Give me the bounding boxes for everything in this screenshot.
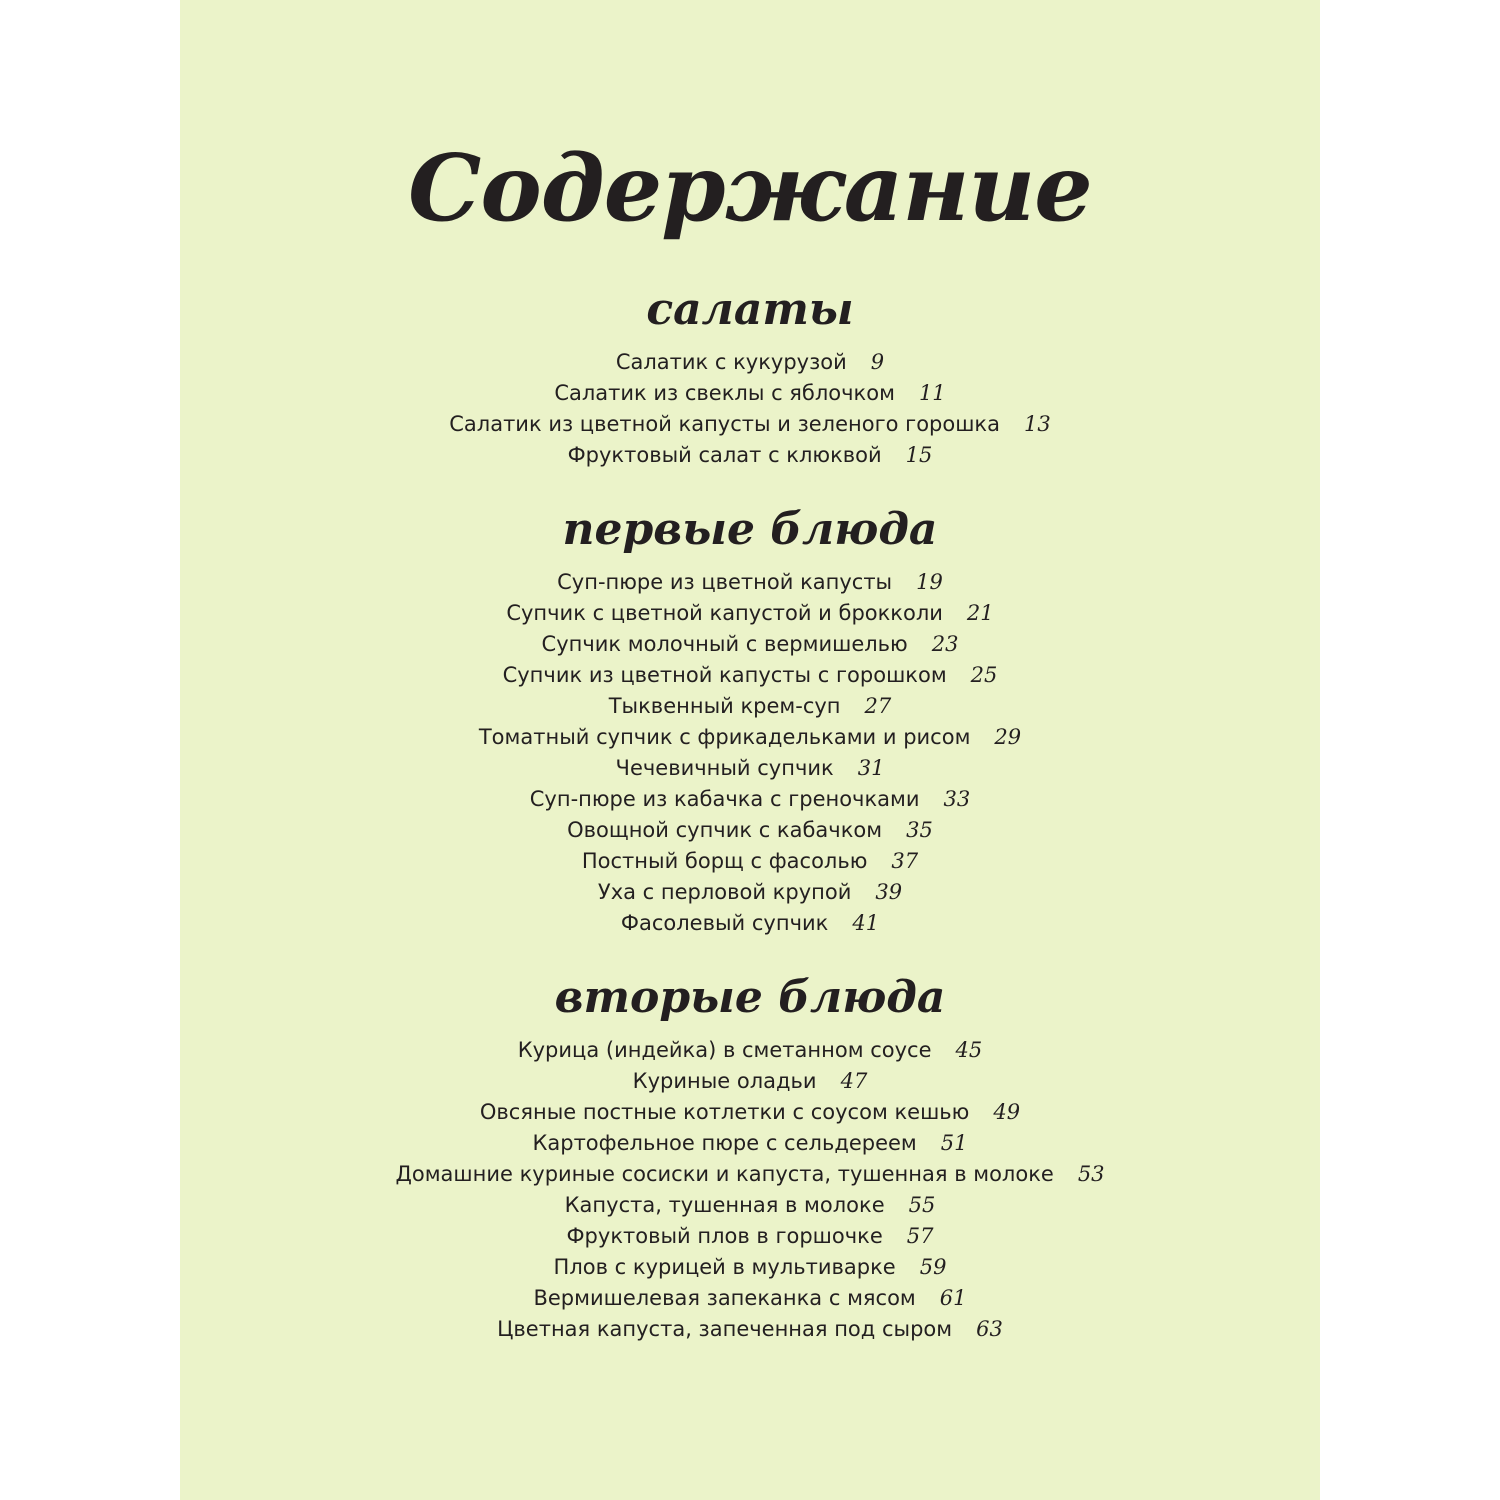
- toc-entry: [180, 347, 1320, 378]
- entry-title: Картофельное пюре с сельдереем: [532, 1131, 917, 1155]
- entry-title: Овсяные постные котлетки с соусом кешью: [479, 1100, 970, 1124]
- entry-page-number: 55: [908, 1193, 936, 1217]
- toc-entry: [180, 815, 1320, 846]
- entry-title: Чечевичный супчик: [615, 756, 834, 780]
- toc-entry: [180, 1190, 1320, 1221]
- toc-entry: [180, 691, 1320, 722]
- toc-entry: [180, 1252, 1320, 1283]
- toc-entry: [180, 409, 1320, 440]
- entry-title: Вермишелевая запеканка с мясом: [533, 1286, 916, 1310]
- entry-page-number: 19: [916, 570, 943, 594]
- entry-title: Курица (индейка) в сметанном соусе: [517, 1038, 932, 1062]
- section-list-main-courses: [180, 1035, 1320, 1345]
- section-heading-first-courses: первые блюда: [562, 504, 938, 555]
- entry-page-number: 39: [875, 880, 903, 904]
- entry-page-number: 57: [906, 1224, 934, 1248]
- book-page: [180, 0, 1320, 1500]
- entry-title: Супчик с цветной капустой и брокколи: [506, 601, 943, 625]
- entry-page-number: 51: [940, 1131, 968, 1155]
- entry-page-number: 37: [891, 849, 919, 873]
- entry-title: Супчик из цветной капусты с горошком: [502, 663, 947, 687]
- entry-title: Капуста, тушенная в молоке: [564, 1193, 885, 1217]
- entry-page-number: 11: [918, 381, 946, 405]
- entry-title: Фруктовый салат с клюквой: [567, 443, 882, 467]
- entry-title: Салатик с кукурузой: [615, 350, 847, 374]
- toc-entry: [180, 1314, 1320, 1345]
- entry-title: Уха с перловой крупой: [597, 880, 852, 904]
- toc-entry: [180, 722, 1320, 753]
- entry-page-number: 33: [943, 787, 971, 811]
- entry-page-number: 15: [905, 443, 933, 467]
- toc-entry: [180, 877, 1320, 908]
- toc-entry: [180, 598, 1320, 629]
- toc-entry: [180, 660, 1320, 691]
- entry-page-number: 29: [994, 725, 1022, 749]
- section-heading-salads: салаты: [646, 284, 854, 335]
- toc-entry: [180, 784, 1320, 815]
- toc-entry: [180, 1097, 1320, 1128]
- entry-page-number: 31: [857, 756, 885, 780]
- entry-page-number: 41: [852, 911, 880, 935]
- entry-title: Салатик из свеклы с яблочком: [554, 381, 895, 405]
- entry-title: Фасолевый супчик: [620, 911, 829, 935]
- toc-entry: [180, 1066, 1320, 1097]
- toc-entry: [180, 1128, 1320, 1159]
- entry-title: Томатный супчик с фрикадельками и рисом: [478, 725, 971, 749]
- entry-title: Куриные оладьи: [632, 1069, 817, 1093]
- entry-title: Суп-пюре из цветной капусты: [557, 570, 893, 594]
- toc-entry: [180, 567, 1320, 598]
- entry-page-number: 23: [931, 632, 959, 656]
- section-list-first-courses: [180, 567, 1320, 939]
- entry-title: Овощной супчик с кабачком: [567, 818, 883, 842]
- toc-entry: [180, 629, 1320, 660]
- page-title: Содержание: [408, 134, 1092, 242]
- section-list-salads: [180, 347, 1320, 471]
- entry-title: Плов с курицей в мультиварке: [553, 1255, 896, 1279]
- entry-page-number: 21: [966, 601, 994, 625]
- entry-title: Постный борщ с фасолью: [581, 849, 868, 873]
- entry-title: Салатик из цветной капусты и зеленого горошка: [449, 412, 1000, 436]
- toc-entry: [180, 440, 1320, 471]
- toc-entry: [180, 1221, 1320, 1252]
- entry-title: Тыквенный крем-суп: [608, 694, 841, 718]
- entry-title: Цветная капуста, запеченная под сыром: [497, 1317, 953, 1341]
- toc-entry: [180, 846, 1320, 877]
- section-heading-main-courses: вторые блюда: [554, 972, 946, 1023]
- entry-page-number: 53: [1077, 1162, 1105, 1186]
- toc-entry: [180, 1035, 1320, 1066]
- entry-page-number: 25: [970, 663, 998, 687]
- toc-entry: [180, 378, 1320, 409]
- entry-title: Супчик молочный с вермишелью: [541, 632, 908, 656]
- entry-page-number: 13: [1024, 412, 1051, 436]
- entry-page-number: 27: [864, 694, 892, 718]
- entry-page-number: 9: [870, 350, 885, 374]
- entry-page-number: 47: [840, 1069, 868, 1093]
- entry-title: Суп-пюре из кабачка с греночками: [529, 787, 920, 811]
- entry-title: Домашние куриные сосиски и капуста, тушенная в молоке: [395, 1162, 1054, 1186]
- entry-page-number: 49: [993, 1100, 1021, 1124]
- toc-entry: [180, 753, 1320, 784]
- entry-page-number: 35: [906, 818, 933, 842]
- entry-page-number: 59: [919, 1255, 947, 1279]
- entry-page-number: 61: [939, 1286, 967, 1310]
- toc-entry: [180, 1283, 1320, 1314]
- entry-page-number: 63: [976, 1317, 1003, 1341]
- toc-entry: [180, 1159, 1320, 1190]
- toc-entry: [180, 908, 1320, 939]
- entry-title: Фруктовый плов в горшочке: [566, 1224, 883, 1248]
- entry-page-number: 45: [955, 1038, 983, 1062]
